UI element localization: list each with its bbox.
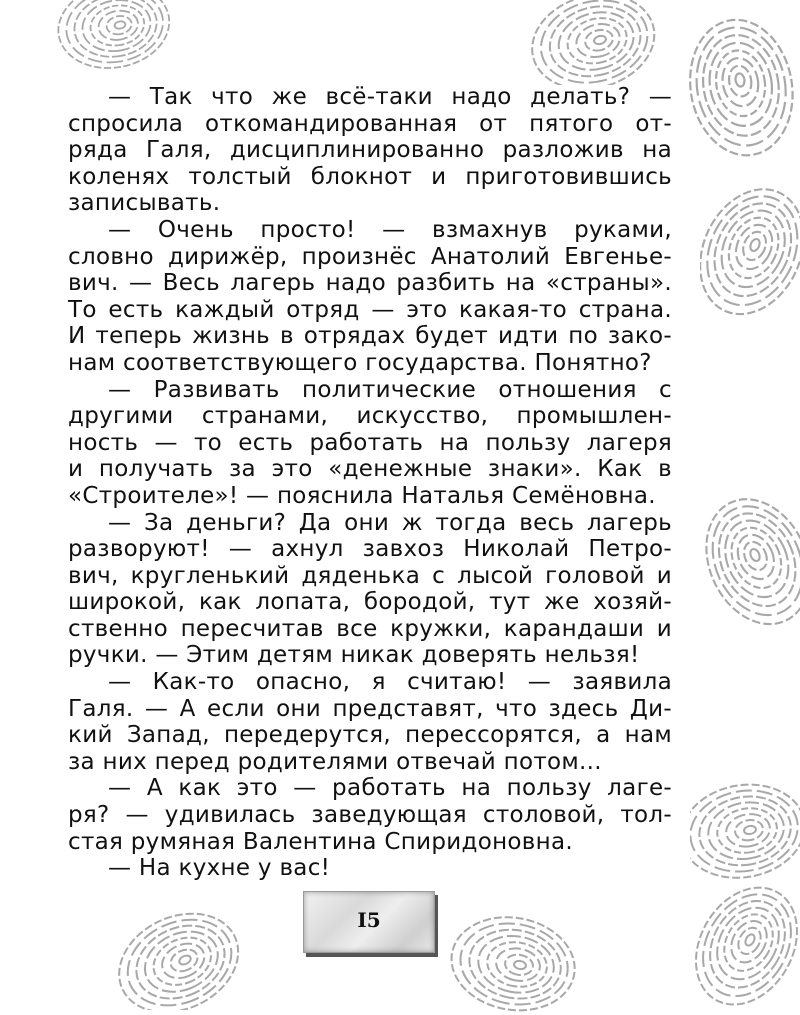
fingerprint-top-left-icon	[55, 0, 185, 70]
text-line: кий Запад, передерутся, перессорятся, а нам	[68, 722, 672, 749]
paragraph	[68, 377, 672, 510]
text-line: И теперь жизнь в отрядах будет идти по зако-	[68, 323, 672, 350]
text-line: записывать.	[68, 190, 221, 217]
text-line: ря? — удивилась заведующая столовой, тол-	[68, 802, 672, 829]
paragraph	[68, 775, 672, 855]
text-line: — Развивать политические отношения с	[108, 376, 672, 403]
paragraph	[68, 84, 672, 217]
text-line: вич, кругленький дяденька с лысой головой и	[68, 562, 672, 589]
paragraph	[68, 510, 672, 670]
text-line: за них перед родителями отвечай потом...	[68, 748, 602, 775]
paragraph	[68, 855, 672, 882]
text-line: стая румяная Валентина Спиридоновна.	[68, 828, 573, 855]
text-line: словно дирижёр, произнёс Анатолий Евгенье-	[68, 243, 672, 270]
text-line: спросила откомандированная от пятого от-	[68, 110, 672, 137]
text-line: — За деньги? Да они ж тогда весь лагерь	[108, 509, 672, 536]
text-line: ряда Галя, дисциплинированно разложив на	[68, 137, 672, 164]
fingerprint-top-corner-icon	[680, 0, 800, 160]
fingerprint-top-right-icon	[520, 0, 680, 85]
paragraph	[68, 217, 672, 377]
text-line: коленях толстый блокнот и приготовившись	[68, 163, 672, 190]
fingerprint-right-upper-icon	[700, 170, 800, 320]
text-line: ственно пересчитав все кружки, карандаши и	[68, 615, 672, 642]
text-line: — А как это — работать на пользу лаге-	[108, 775, 672, 802]
text-line: «Строителе»! — пояснила Наталья Семёновна.	[68, 482, 656, 509]
text-line: широкой, как лопата, бородой, тут же хозяй-	[68, 589, 672, 616]
page-number: I5	[357, 908, 381, 932]
body-text	[68, 84, 672, 882]
text-line: То есть каждый отряд — это какая-то страна.	[68, 296, 672, 323]
text-line: ручки. — Этим детям никак доверять нельзя!	[68, 642, 640, 669]
text-line: — Очень просто! — взмахнув руками,	[108, 216, 672, 243]
text-line: нам соответствующего государства. Понятно?	[68, 349, 652, 376]
text-line: ность — то есть работать на пользу лагеря	[68, 429, 672, 456]
fingerprint-right-bottom-icon	[690, 870, 800, 1010]
text-line: Галя. — А если они представят, что здесь Ди-	[68, 695, 672, 722]
fingerprint-bottom-center-icon	[440, 915, 600, 1015]
text-line: — На кухне у вас!	[108, 855, 331, 882]
text-line: вич. — Весь лагерь надо разбить на «страны».	[68, 270, 672, 297]
paragraph	[68, 669, 672, 775]
text-line: и получать за это «денежные знаки». Как в	[68, 456, 672, 483]
page-number-plate	[303, 891, 435, 953]
fingerprint-bottom-left-icon	[105, 910, 265, 1010]
text-line: — Как-то опасно, я считаю! — заявила	[108, 669, 672, 696]
text-line: разворуют! — ахнул завхоз Николай Петро-	[68, 536, 672, 563]
text-line: — Так что же всё-таки надо делать? —	[108, 84, 672, 110]
fingerprint-right-middle-icon	[695, 480, 800, 630]
text-line: другими странами, искусство, промышлен-	[68, 403, 672, 430]
